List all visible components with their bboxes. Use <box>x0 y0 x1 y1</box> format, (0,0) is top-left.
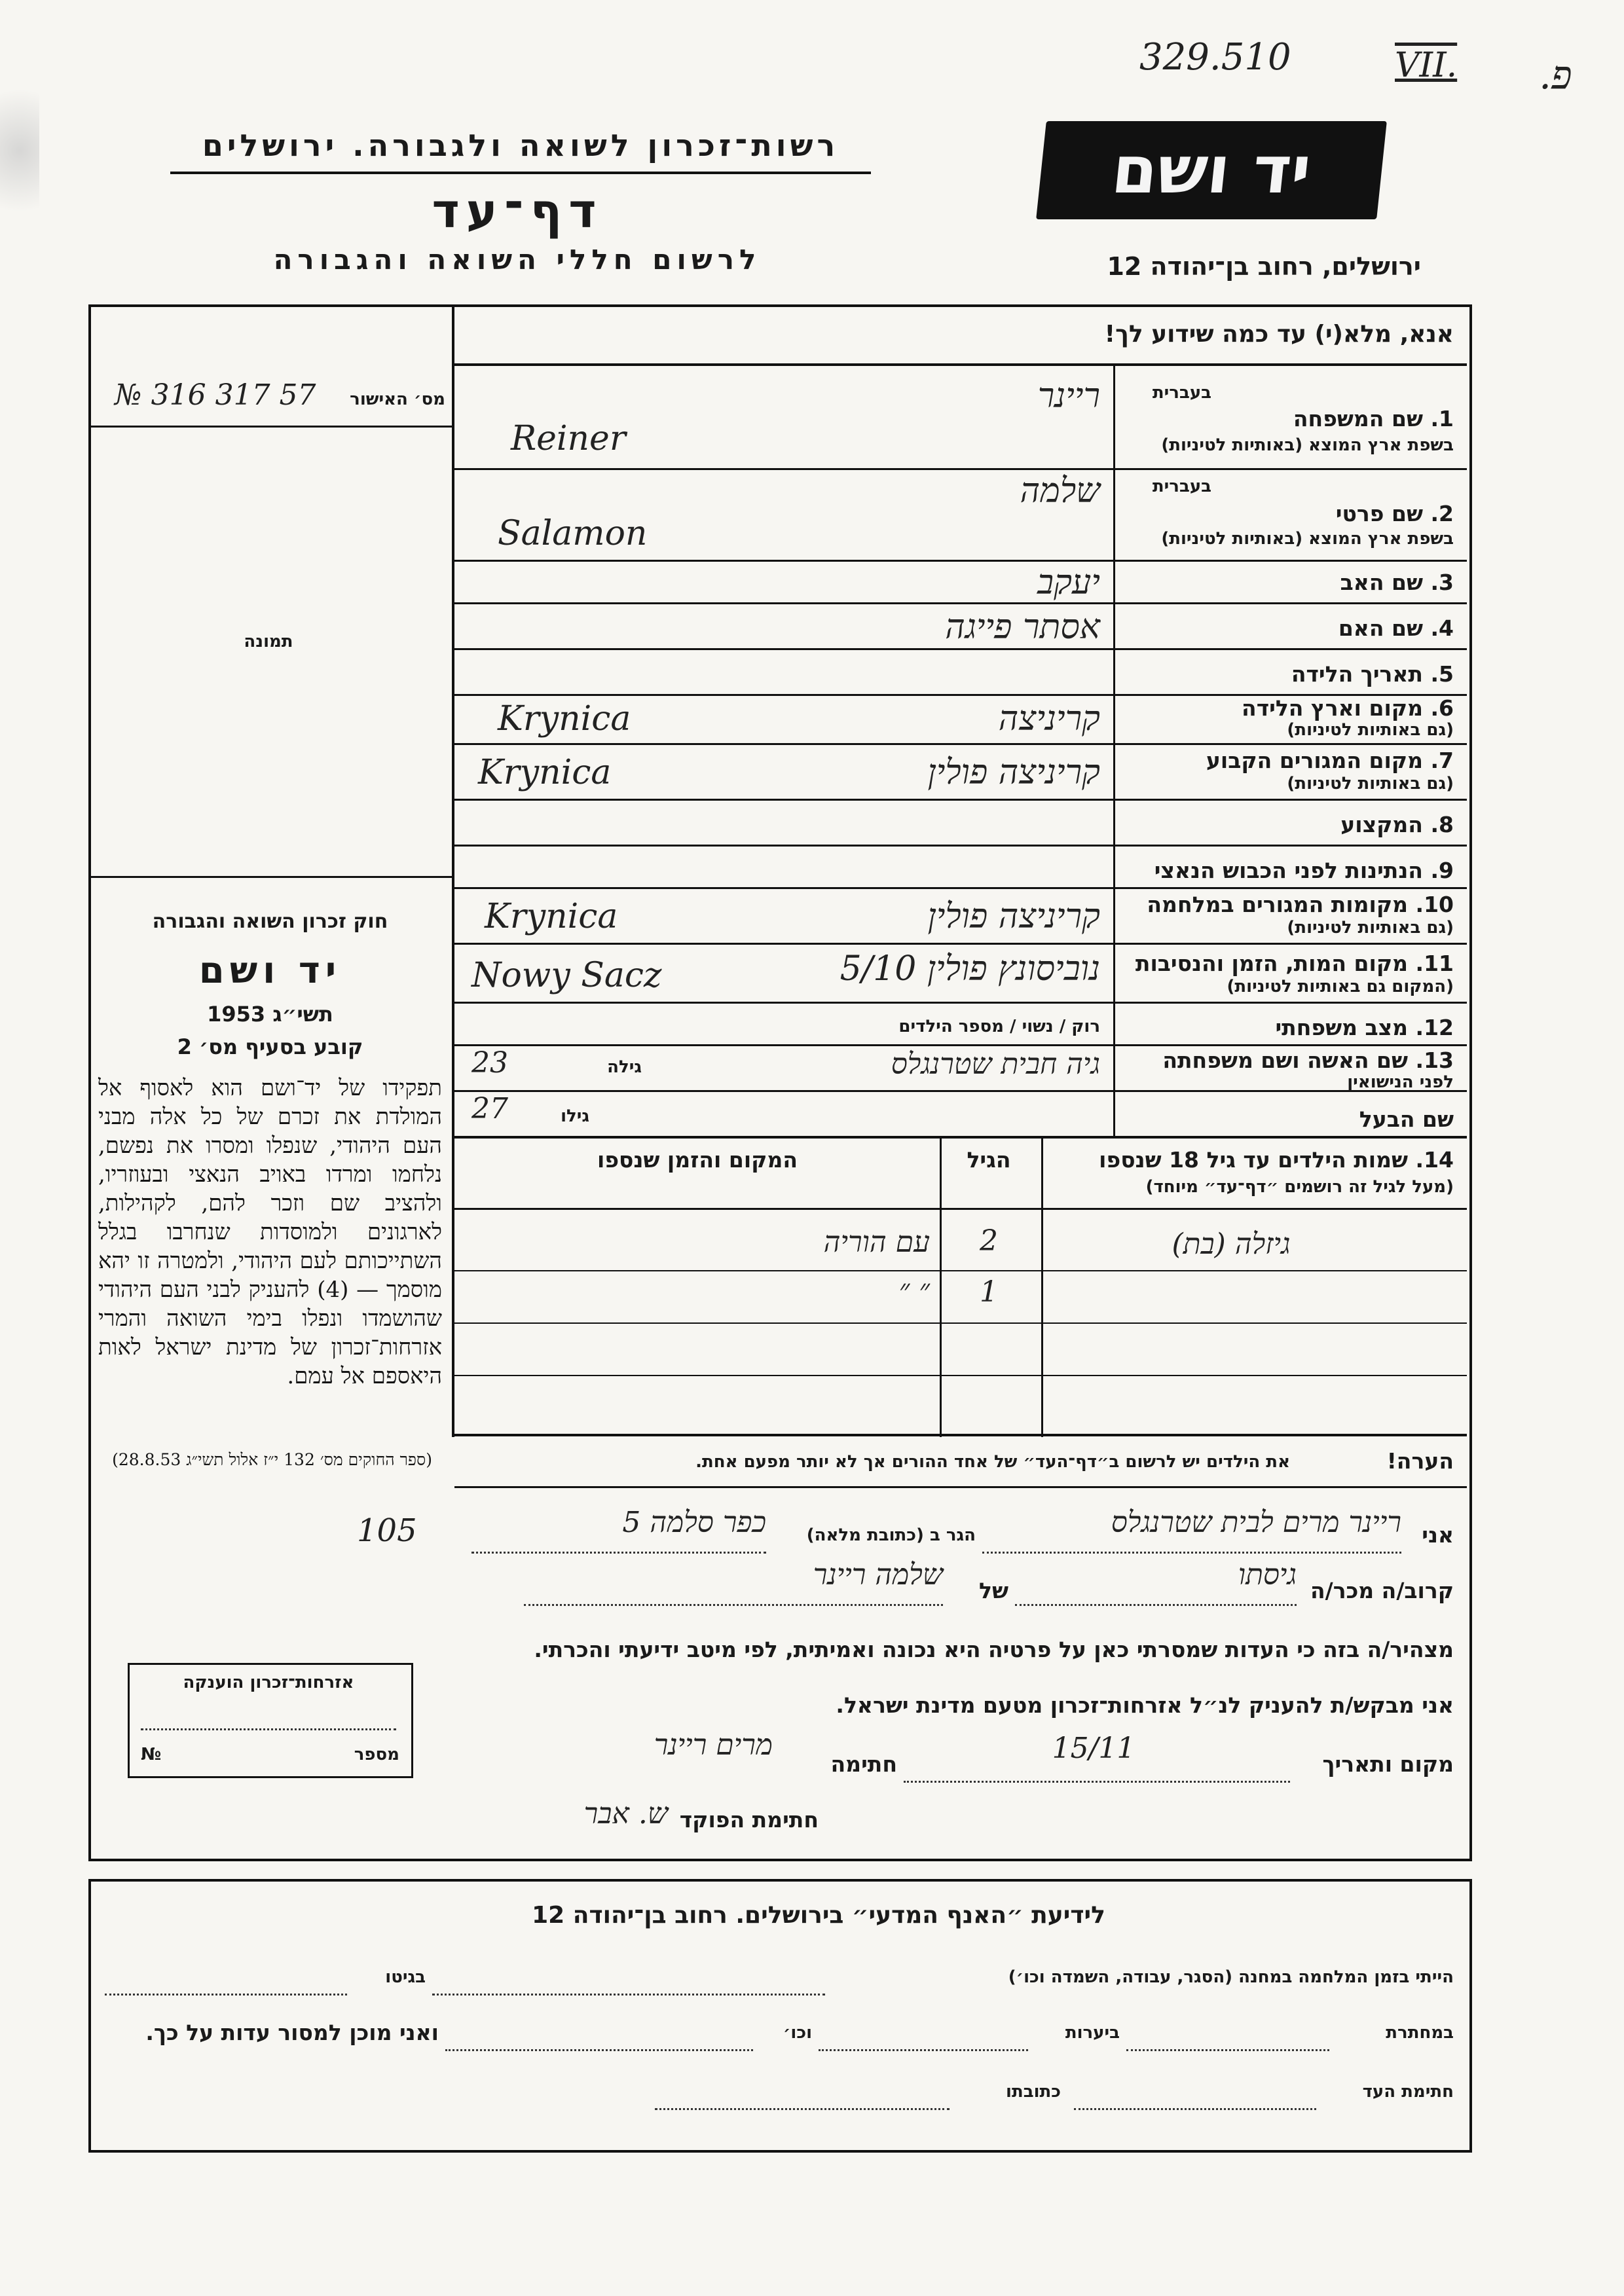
death-place-hebrew: נוביסונץ פולין 5/10 <box>840 949 1100 989</box>
officer-signature: ש. אבר <box>583 1797 668 1831</box>
row-rule <box>454 1136 1467 1139</box>
footer-forests: ביערות <box>1065 2023 1120 2043</box>
request-text: אני מבקש/ת להעניק לנ״ל אזרחות־זכרון מטעם מדינת ישראל. <box>836 1692 1454 1718</box>
form-title: דף־עד <box>432 183 603 238</box>
institution-name: רשות־זכרון לשואה ולגבורה. ירושלים <box>202 128 840 163</box>
officer-label: חתימת הפוקד <box>679 1807 819 1832</box>
corner-number: 329.510 <box>1139 36 1291 79</box>
of-label: של <box>979 1578 1008 1603</box>
family-status-options: רוק / נשוי / מספר הילדים <box>898 1017 1100 1036</box>
footer-line1-field <box>432 1994 825 1995</box>
photo-bottom-rule <box>88 876 452 878</box>
scan-noise <box>0 65 39 236</box>
row-rule <box>454 799 1467 801</box>
relative-line <box>1015 1604 1297 1606</box>
child-1-place: עם הוריה <box>823 1226 930 1259</box>
column-divider <box>452 304 454 1437</box>
wife-age-label: גילה <box>607 1057 642 1077</box>
witness-address: כפר סלמה 5 <box>622 1506 766 1539</box>
footer-ghetto-field <box>105 1994 347 1995</box>
row-rule <box>454 648 1467 650</box>
residence-latin: Krynica <box>478 753 612 792</box>
signature-label: חתימה <box>830 1751 897 1777</box>
children-row-rule <box>454 1375 1467 1376</box>
law-box-title: חוק זכרון השואה והגבורה <box>152 910 388 933</box>
footer-witness-signature-field <box>1074 2108 1316 2110</box>
margin-note: 105 <box>357 1512 417 1549</box>
corner-roman-mark: VII. <box>1395 46 1458 85</box>
field-11-label: 11. מקום המות, הזמן והנסיבות <box>1135 951 1454 976</box>
logo-text: יד ושם <box>1108 132 1315 208</box>
footer-address-field <box>655 2108 950 2110</box>
wife-name: גיה חבית שטרנגלס <box>891 1048 1100 1081</box>
footer-forests-field <box>819 2049 1028 2051</box>
law-box-year: תשי״ג 1953 <box>207 1002 333 1027</box>
footer-witness-signature-label: חתימת העד <box>1362 2082 1454 2102</box>
field-10-hint: (גם באותיות לטיניות) <box>1287 918 1454 938</box>
children-row-rule <box>454 1270 1467 1271</box>
children-col-age: הגיל <box>967 1147 1011 1173</box>
row-rule <box>454 743 1467 745</box>
birthplace-hebrew: קריניצה <box>998 699 1100 738</box>
header-rule <box>170 172 871 174</box>
children-row-rule <box>454 1322 1467 1324</box>
field-12-label: 12. מצב משפחתי <box>1275 1015 1454 1040</box>
children-label: 14. שמות הילדים עד גיל 18 שנספו <box>1099 1147 1454 1173</box>
row-rule <box>454 602 1467 604</box>
field-8-label: 8. המקצוע <box>1340 812 1454 837</box>
child-1-name: גיזלה (בת) <box>1172 1228 1291 1261</box>
citizenship-number-label: מספר <box>354 1745 399 1764</box>
husband-label: שם הבעל <box>1359 1106 1454 1132</box>
witness-name-line <box>982 1552 1401 1554</box>
footer-line1-label: הייתי בזמן המלחמה במחנה (הסגר, עבודה, השמדה וכו׳) <box>1008 1967 1454 1987</box>
of-value: שלמה ריינר <box>813 1558 943 1592</box>
field-4-label: 4. שם האם <box>1338 615 1454 641</box>
death-place-latin: Nowy Sacz <box>471 956 662 995</box>
mother-name: אסתר פייגה <box>945 608 1100 647</box>
field-11-hint: (המקום גם באותיות לטיניות) <box>1227 977 1454 996</box>
wartime-residence-latin: Krynica <box>485 897 618 936</box>
child-2-age: 1 <box>980 1275 998 1309</box>
note-label: הערה! <box>1386 1448 1454 1474</box>
institution-address: ירושלים, רחוב בן־יהודה 12 <box>1107 252 1421 281</box>
husband-age-label: גילו <box>561 1106 589 1126</box>
form-subtitle: לרשום חללי השואה והגבורה <box>273 244 762 276</box>
residence-hebrew: קריניצה פולין <box>927 753 1100 792</box>
relative-label: קרוב/ה מכר/ה <box>1310 1578 1454 1603</box>
field-1-hint: בשפת ארץ המוצא (באותיות לטיניות) <box>1161 435 1454 455</box>
citizenship-line <box>141 1728 396 1730</box>
footer-willing: ואני מוכן למסור עדות על כך. <box>145 2020 439 2045</box>
footer-address-label: כתובתו <box>1006 2082 1061 2102</box>
row-rule <box>454 560 1467 562</box>
row-rule <box>454 1002 1467 1004</box>
row-rule <box>454 1044 1467 1046</box>
law-box-body: תפקידו של יד־ושם הוא לאסוף אל המולדת את זכרם של כל אלה מבני העם היהודי, שנפלו ומסרו את נפשם, נלחמו ומרדו באויב הנאצי ובעוזריו, ולהציב שם וזכר להם, לקהילות, לארגונים ולמוסדות שנחרבו בגלל השתייכותם לעם היהודי, ולמטרה זו יהא מוסמך — (4) להעניק לבני העם היהודי שהושמדו ונפלו בימי השואה והמרי אזרחות־זכרון של מדינת ישראל לאות היאספם אל עמם. <box>98 1075 442 1389</box>
field-7-label: 7. מקום המגורים הקבוע <box>1206 748 1454 773</box>
wife-age: 23 <box>471 1046 508 1080</box>
note-rule <box>454 1486 1467 1488</box>
first-name-latin: Salamon <box>498 514 648 553</box>
intro-instruction: אנא, מלא(י) עד כמה שידוע לך! <box>1104 321 1454 348</box>
registration-rule <box>88 426 452 428</box>
field-2-lang: בעברית <box>1152 477 1211 496</box>
field-6-hint: (גם באותיות לטיניות) <box>1287 720 1454 740</box>
label-column-divider <box>1113 365 1115 1136</box>
law-box-citation: (ספר החוקים מס׳ 132 י״ז אלול תשי״ג 28.8.53) <box>112 1450 432 1469</box>
children-bottom-rule <box>454 1434 1467 1436</box>
photo-label: תמונה <box>244 632 293 651</box>
field-1-lang: בעברית <box>1152 383 1211 403</box>
witness-address-label: הגר ב (כתובת מלאה) <box>806 1525 976 1545</box>
intro-rule <box>452 363 1467 366</box>
row-rule <box>454 943 1467 945</box>
child-1-age: 2 <box>980 1224 998 1258</box>
children-hint: (מעל לגיל זה רושמים ״דף־עד״ מיוחד) <box>1145 1177 1454 1197</box>
row-rule <box>454 845 1467 847</box>
place-date-value: 15/11 <box>1052 1732 1135 1765</box>
first-name-hebrew: שלמה <box>1020 471 1100 511</box>
row-rule <box>454 468 1467 470</box>
place-date-line <box>904 1781 1290 1783</box>
row-rule <box>454 887 1467 889</box>
footer-underground: במחתרת <box>1386 2023 1454 2043</box>
birthplace-latin: Krynica <box>498 699 631 738</box>
note-text: את הילדים יש לרשום ב״דף־העד״ של אחד ההורים אך לא יותר מפעם אחת. <box>695 1452 1290 1472</box>
corner-letter-mark: פ. <box>1539 52 1572 98</box>
declaration-text: מצהיר/ה בזה כי העדות שמסרתי כאן על פרטיה היא נכונה ואמיתית, לפי מיטב ידיעתי והכרתי. <box>534 1637 1454 1662</box>
citizenship-title: אזרחות־זכרון הוענקה <box>183 1673 354 1692</box>
field-13-hint: לפני הנישואין <box>1347 1072 1454 1092</box>
yad-vashem-logo <box>1036 121 1387 219</box>
field-10-label: 10. מקומות המגורים במלחמה <box>1147 892 1454 917</box>
children-header-rule <box>454 1208 1467 1210</box>
witness-me-label: אני <box>1422 1522 1454 1548</box>
law-box-section: קובע בסעיף מס׳ 2 <box>177 1034 363 1059</box>
field-5-label: 5. תאריך הלידה <box>1291 661 1454 687</box>
field-3-label: 3. שם האב <box>1340 570 1454 595</box>
witness-address-line <box>471 1552 766 1554</box>
footer-line1-ghetto: בגיטו <box>385 1967 426 1987</box>
family-name-latin: Reiner <box>511 419 626 458</box>
footer-etc: וכו׳ <box>783 2023 812 2043</box>
field-6-label: 6. מקום וארץ הלידה <box>1242 695 1454 721</box>
place-date-label: מקום ותאריך <box>1322 1751 1454 1777</box>
field-9-label: 9. הנתינות לפני הכבוש הנאצי <box>1154 858 1454 883</box>
footer-etc-field <box>445 2049 753 2051</box>
wartime-residence-hebrew: קריניצה פולין <box>927 897 1100 936</box>
husband-age: 27 <box>471 1092 508 1125</box>
children-col-divider <box>1041 1136 1043 1437</box>
registration-number: № 316 317 57 <box>115 378 316 412</box>
law-box-name: יד ושם <box>198 949 342 992</box>
field-1-label: 1. שם המשפחה <box>1293 406 1454 431</box>
of-line <box>524 1604 943 1606</box>
field-2-label: 2. שם פרטי <box>1335 501 1454 526</box>
child-2-place: ״ ״ <box>898 1273 930 1307</box>
children-col-divider <box>940 1136 942 1437</box>
father-name: יעקב <box>1037 563 1100 602</box>
footer-underground-field <box>1126 2049 1329 2051</box>
footer-title: לידיעת ״האנף המדעי״ בירושלים. רחוב בן־יהודה 12 <box>532 1902 1105 1929</box>
witness-name: ריינר מרים לבית שטרנגלס <box>1111 1506 1401 1539</box>
witness-signature: מרים ריינר <box>654 1728 773 1762</box>
family-name-hebrew: ריינר <box>1037 376 1100 416</box>
field-13-label: 13. שם האשה ושם משפחתה <box>1162 1048 1454 1073</box>
field-2-hint: בשפת ארץ המוצא (באותיות לטיניות) <box>1161 529 1454 549</box>
registration-label: מס׳ האישור <box>350 390 445 409</box>
citizenship-no-mark: № <box>141 1745 162 1764</box>
field-7-hint: (גם באותיות לטיניות) <box>1287 774 1454 793</box>
relative-value: גיסתו <box>1238 1558 1297 1592</box>
children-col-place: המקום והזמן שנספו <box>597 1147 798 1173</box>
